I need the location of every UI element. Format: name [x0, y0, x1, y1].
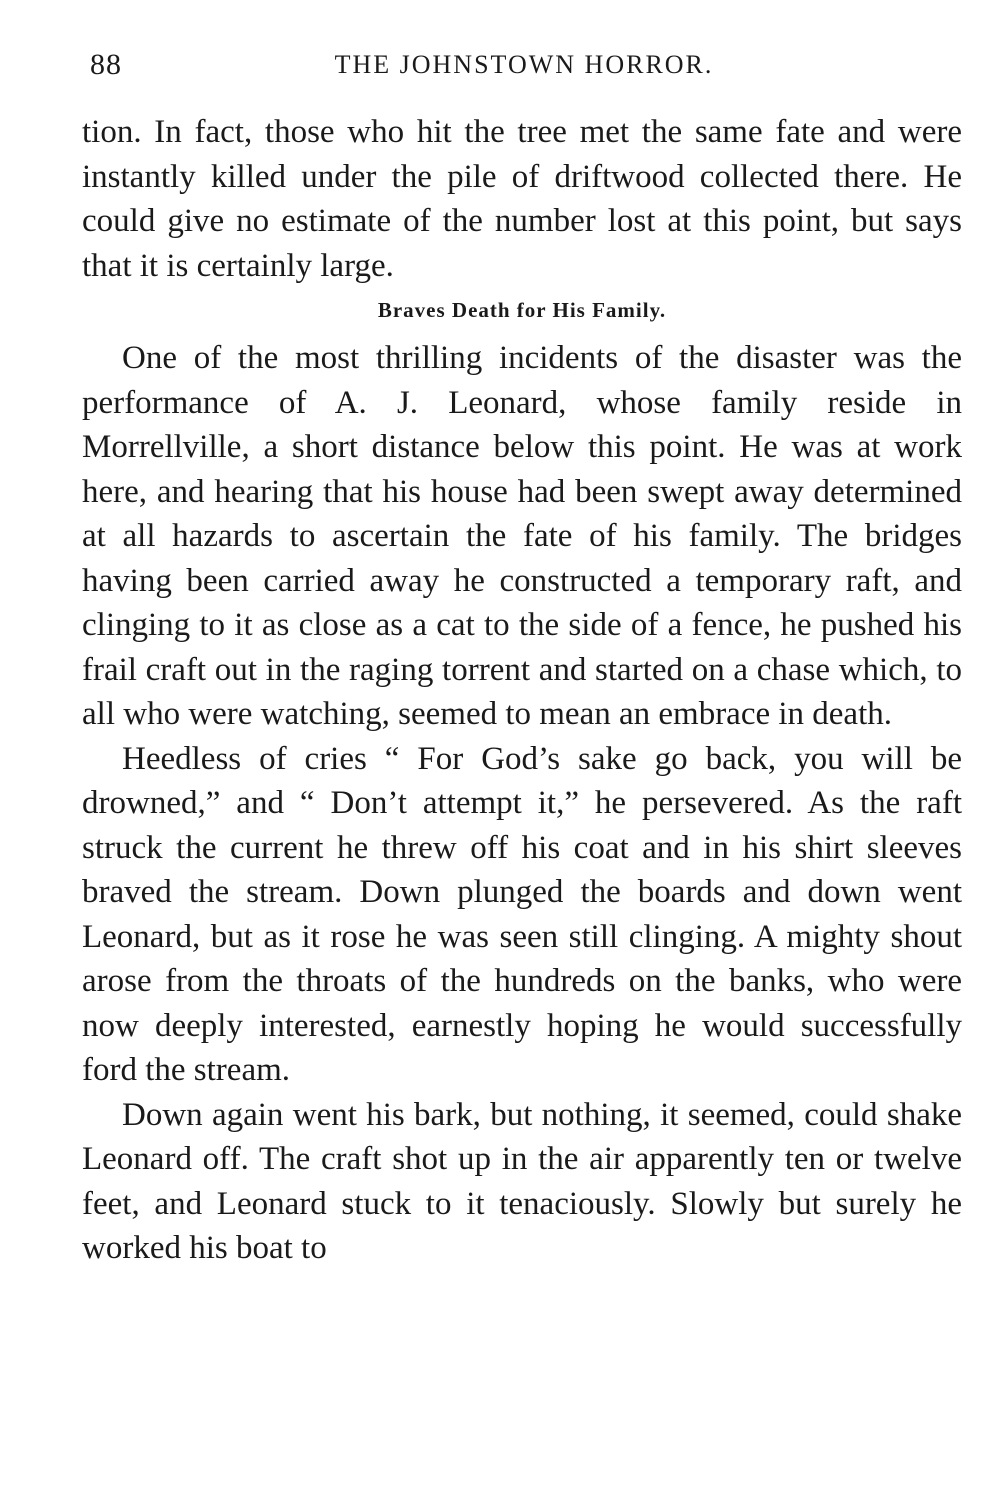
paragraph-heedless-cries: Heedless of cries “ For God’s sake go back, you will be drowned,” and “ Don’t attempt it,” he persevered. As the raft struck the current he threw off his coat and in his shirt sleeves braved the stream. Down plunged the boards and down went Leonard, but as it rose he was seen still clinging. A mighty shout arose from the throats of the hundreds on the banks, who were now deeply interested, earnestly hoping he would successfully ford the stream. — [82, 740, 962, 1088]
paragraph-down-again: Down again went his bark, but nothing, it seemed, could shake Leonard off. The craft shot up in the air apparently ten or twelve feet, and Leonard stuck to it tenaciously. Slowly but surely he worked his boat to — [82, 1096, 962, 1266]
page-number: 88 — [90, 48, 122, 81]
paragraph-continuation: tion. In fact, those who hit the tree met the same fate and were instantly killed under the pile of driftwood collected there. He could give no estimate of the number lost at this point, but says that it is certainly large. — [82, 114, 962, 284]
paragraph-leonard-raft: One of the most thrilling incidents of the disaster was the performance of A. J. Leonard, whose family reside in Morrellville, a short distance below this point. He was at work here, and hearing that his house had been swept away determined at all hazards to ascertain the fate of his family. The bridges having been carried away he constructed a temporary raft, and clinging to it as close as a cat to the side of a fence, he pushed his frail craft out in the raging torrent and started on a chase which, to all who were watching, seemed to mean an embrace in death. — [82, 340, 962, 732]
running-head — [84, 48, 964, 88]
running-title: THE JOHNSTOWN HORROR. — [334, 50, 714, 79]
body-text — [82, 110, 962, 1271]
section-subheading: Braves Death for His Family. — [377, 298, 667, 322]
